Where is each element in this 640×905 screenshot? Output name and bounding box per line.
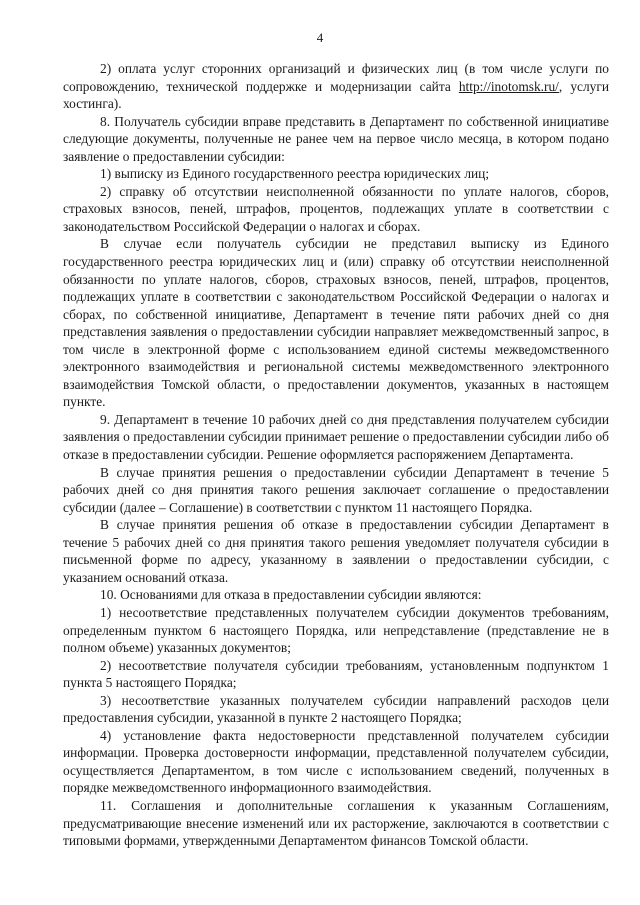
paragraph-11: 11. Соглашения и дополнительные соглашения к указанным Соглашениям, предусматривающие внесение изменений или их расторжение, заключаются в соответствии с типовыми формами, утвержденными Департаментом финансов Томской области. bbox=[63, 797, 609, 849]
paragraph-9-approval: В случае принятия решения о предоставлении субсидии Департамент в течение 5 рабочих дней со дня принятия такого решения заключает соглашение о предоставлении субсидии (далее – Соглашение) в соответствии с пунктом 11 настоящего Порядка. bbox=[63, 464, 609, 515]
website-link[interactable]: http://inotomsk.ru/ bbox=[458, 78, 559, 94]
document-body bbox=[63, 60, 609, 850]
paragraph-10-item-2: 2) несоответствие получателя субсидии требованиям, установленным подпунктом 1 пункта 5 настоящего Порядка; bbox=[63, 657, 609, 691]
paragraph-9-refusal: В случае принятия решения об отказе в предоставлении субсидии Департамент в течение 5 рабочих дней со дня принятия такого решения уведомляет получателя субсидии в письменной форме по адресу, указанному в заявлении о предоставлении субсидии, с указанием оснований отказа. bbox=[63, 517, 609, 585]
paragraph-9: 9. Департамент в течение 10 рабочих дней со дня представления получателем субсидии заявления о предоставлении субсидии принимает решение о предоставлении субсидии либо об отказе в предоставлении субсидии. Решение оформляется распоряжением Департамента. bbox=[63, 411, 609, 463]
paragraph-10-item-4: 4) установление факта недостоверности представленной получателем субсидии информации. Проверка достоверности информации, представленной получателем субсидии, осуществляется Департаментом, в том числе с использованием сведений, полученных в порядке межведомственного информационного взаимодействия. bbox=[63, 727, 609, 796]
paragraph-item-2-payment-services bbox=[63, 60, 609, 113]
paragraph-text: 2) оплата услуг сторонних организаций и физических лиц (в том числе услуги по сопровождению, технической поддержке и модернизации сайта bbox=[63, 61, 609, 94]
paragraph-10-item-3: 3) несоответствие указанных получателем субсидии направлений расходов цели предоставления субсидии, указанной в пункте 2 настоящего Порядка; bbox=[63, 692, 609, 726]
paragraph-10-item-1: 1) несоответствие представленных получателем субсидии документов требованиям, определенным пунктом 6 настоящего Порядка, или непредставление (представление не в полном объеме) указанных документов; bbox=[63, 604, 609, 656]
paragraph-10: 10. Основаниями для отказа в предоставлении субсидии являются: bbox=[100, 587, 482, 603]
page-number: 4 bbox=[316, 30, 324, 45]
paragraph-8: 8. Получатель субсидии вправе представить в Департамент по собственной инициативе следующие документы, полученные не ранее чем на первое число месяца, в котором подано заявление о предоставлении субсидии: bbox=[63, 113, 609, 164]
paragraph-8-item-1: 1) выписку из Единого государственного реестра юридических лиц; bbox=[100, 166, 490, 182]
paragraph-8-item-2: 2) справку об отсутствии неисполненной обязанности по уплате налогов, сборов, страховых взносов, пеней, штрафов, процентов, подлежащих уплате в соответствии с законодательством Российской Федерации о налогах и сборах. bbox=[63, 183, 609, 234]
paragraph-8-interagency-request: В случае если получатель субсидии не представил выписку из Единого государственного реестра юридических лиц и (или) справку об отсутствии неисполненной обязанности по уплате налогов, сборов, страховых взносов, пеней, штрафов, процентов, подлежащих уплате в соответствии с законодательством Российской Федерации о налогах и сборах, по собственной инициативе, Департамент в течение пяти рабочих дней со дня представления заявления о предоставлении субсидии направляет межведомственный запрос, в том числе в электронной форме с использованием единой системы межведомственного электронного взаимодействия и региональной системы межведомственного электронного взаимодействия Томской области, о предоставлении документов, указанных в настоящем пункте. bbox=[63, 236, 609, 410]
paragraph-text: , услуги хостинга). bbox=[63, 78, 609, 112]
